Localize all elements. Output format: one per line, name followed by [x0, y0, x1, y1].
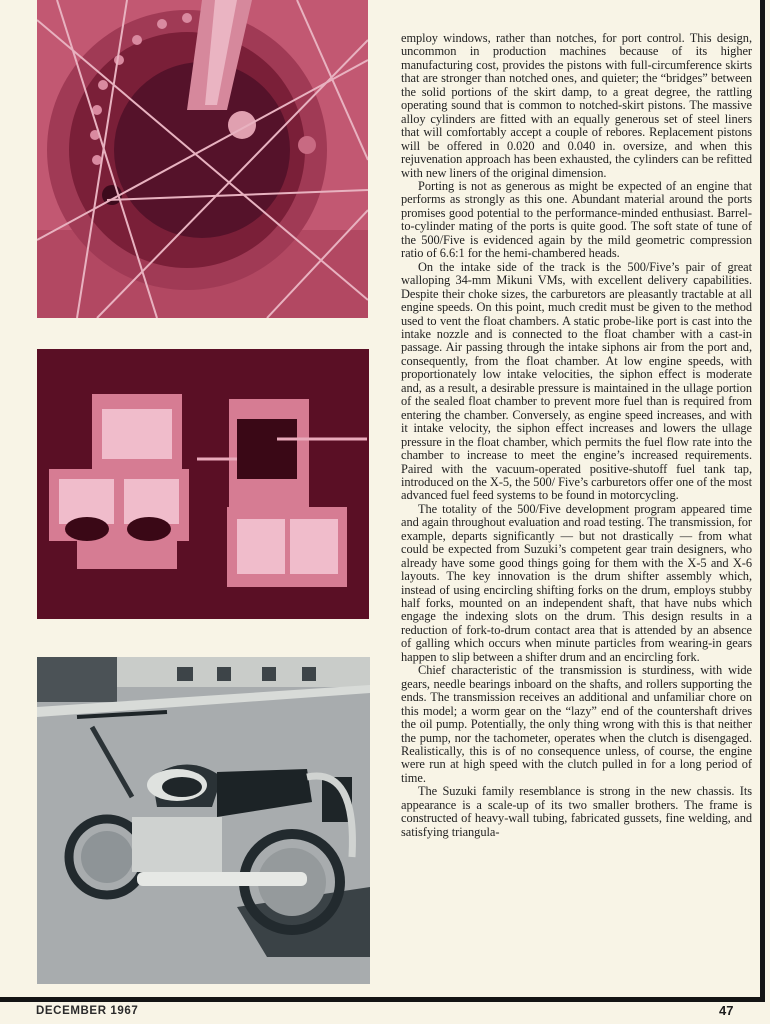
crankcase-illustration [37, 349, 369, 619]
brake-hub-photo [37, 0, 368, 318]
brake-hub-illustration [37, 0, 368, 318]
article-paragraph: employ windows, rather than notches, for port control. This design, uncommon in production machines because of its higher manufacturing cost, provides the pistons with full-circumference skirts that are stronger than notched ones, and quieter; the “bridges” between the solid portions of the skirt damp, to a great degree, the rattling operating sound that is common to notched-skirt pistons. The massive alloy cylinders are fitted with an equally generous set of steel liners that will comfortably accept a couple of rebores. Replacement pistons will be offered in 0.020 and 0.040 in. oversize, and when this rejuvenation approach has been exhausted, the cylinders can be refitted with new liners of the original dimension. [401, 31, 752, 180]
article-body-column [401, 32, 752, 839]
motorcycle-photo [37, 657, 370, 984]
article-paragraph: Porting is not as generous as might be expected of an engine that performs as strongly as this one. Abundant material around the ports promises good potential to the performance-minded enthusiast. Barrel-to-cylinder mating of the ports is quite good. The soft state of tune of the 500/Five is evidenced again by the mild geometric compression ratio of 6.6:1 for the hemi-chambered heads. [401, 178, 752, 261]
page-number: 47 [719, 1003, 734, 1018]
page-border-right [760, 0, 765, 1002]
issue-date: DECEMBER 1967 [36, 1005, 139, 1017]
motorcycle-illustration [37, 657, 370, 984]
article-paragraph: The totality of the 500/Five development program appeared time and again throughout evaluation and road testing. The transmission, for example, departs significantly — but not drastically — from what could be expected from Suzuki’s competent gear train designers, who already have some good things going for them with the X-5 and X-6 layouts. The key innovation is the drum shifter assembly which, instead of using encircling shifting forks on the drum, employs stubby half forks, mounted on an independent shaft, that have nubs which engage the indexing slots on the drum. This design results in a reduction of fork-to-drum contact area that is attended by an absence of galling which occurs when minute particles from wearing-in gears happen to slip between a shifter drum and an encircling fork. [401, 501, 752, 664]
article-paragraph: Chief characteristic of the transmission is sturdiness, with wide gears, needle bearings inboard on the shafts, and rollers supporting the ends. The transmission receives an additional and unfamiliar chore on this model; a worm gear on the “lazy” end of the countershaft drives the oil pump. Potentially, the only thing wrong with this is that neither the pump, nor the tachometer, operates when the clutch is disengaged. Realistically, this is of no consequence unless, of course, the engine were run at high speed with the clutch pulled in for a long period of time. [401, 663, 752, 785]
article-paragraph: On the intake side of the track is the 500/Five’s pair of great walloping 34-mm Mikuni VMs, with excellent delivery capabilities. Despite their choke sizes, the carburetors are pleasantly tractable at all engine speeds. On this point, much credit must be given to the method used to vent the float chambers. A static probe-like port is cast into the intake nozzle and is connected to the float chamber with a cast-in passage. Air passing through the intake siphons air from the port and, consequently, from the float chamber. At low engine speeds, with proportionately low intake velocities, the siphon effect is moderate and, as a result, a desirable pressure is maintained in the ullage portion of the sealed float chamber to prevent more fuel than is required from entering the chamber. Conversely, as engine speed increases, and with it intake velocity, the siphon effect increases and lowers the ullage pressure in the float chamber, which permits the fuel flow rate into the chamber to increase to meet the engine’s increased requirements. Paired with the vacuum-operated positive-shutoff fuel tank tap, introduced on the X-5, the 500/ Five’s carburetors offer one of the most advanced fuel feed systems to be found in motorcycling. [401, 259, 752, 503]
article-paragraph: The Suzuki family resemblance is strong in the new chassis. Its appearance is a scale-up of its two smaller brothers. The frame is constructed of heavy-wall tubing, fabricated gussets, fine welding, and satisfying triangula- [401, 784, 752, 839]
page-border-bottom [0, 997, 765, 1002]
crankcase-photo [37, 349, 369, 619]
